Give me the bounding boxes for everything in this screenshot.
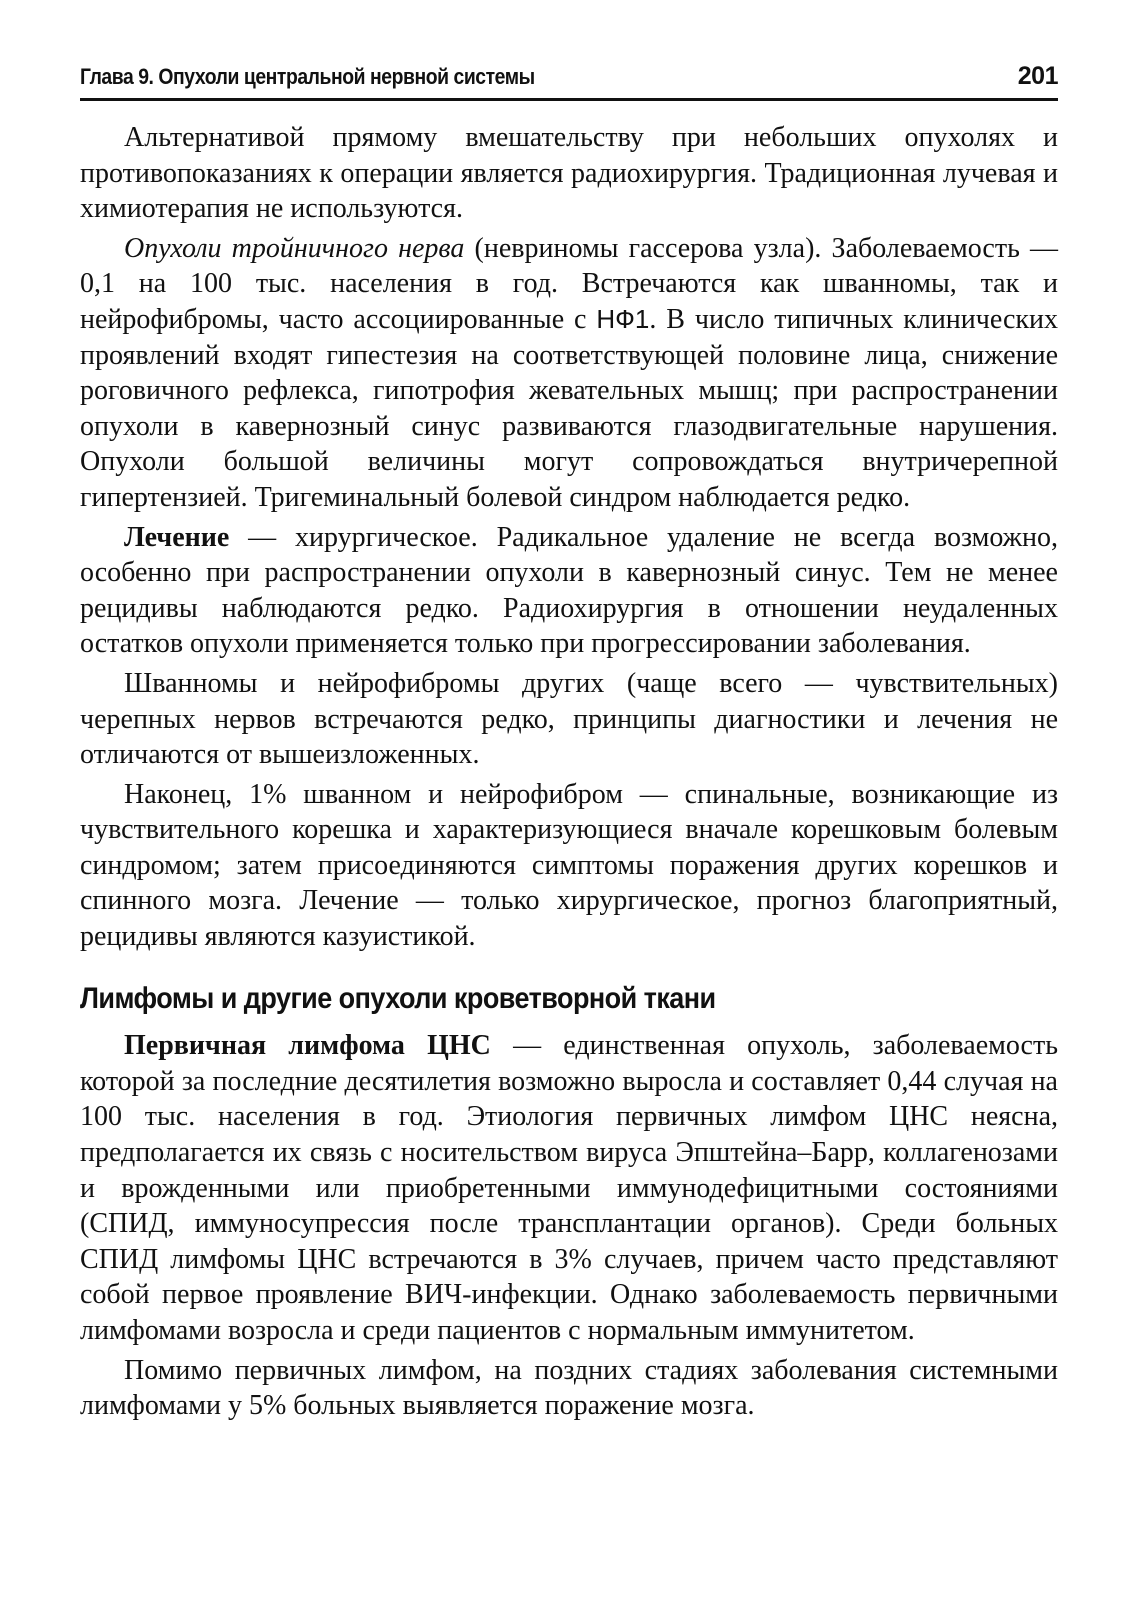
- nf1-abbreviation: НФ1: [596, 303, 650, 334]
- paragraph-text: Наконец, 1% шванном и нейрофибром — спинальные, возникающие из чувствительного корешка и характеризующиеся вначале корешковым болевым синдромом; затем присоединяются симптомы поражения других корешков и спинного мозга. Лечение — только хирургическое, прогноз благоприятный, рецидивы являются казуистикой.: [80, 778, 1058, 953]
- paragraph-treatment: [80, 520, 1058, 662]
- paragraph-text: Помимо первичных лимфом, на поздних стадиях заболевания системными лимфомами у 5% больных выявляется поражение мозга.: [80, 1354, 1058, 1422]
- paragraph-primary-lymphoma: [80, 1028, 1058, 1348]
- paragraph-systemic-lymphoma: [80, 1353, 1058, 1424]
- paragraph-text: — хирургическое. Радикальное удаление не всегда возможно, особенно при распространении опухоли в кавернозный синус. Тем не менее рецидивы наблюдаются редко. Радиохирургия в отношении неудаленных остатков опухоли применяется только при прогрессировании заболевания.: [80, 521, 1058, 660]
- paragraph-radiosurgery: [80, 120, 1058, 227]
- paragraph-spinal-schwannomas: [80, 777, 1058, 955]
- paragraph-text: Альтернативой прямому вмешательству при небольших опухолях и противопоказаниях к операции является радиохирургия. Традиционная лучевая и химиотерапия не используются.: [80, 122, 1058, 225]
- paragraph-text: (невриномы гассерова узла). Заболеваемость — 0,1 на 100 тыс. населения в год. Встречаются как шванномы, так и нейрофибромы, часто ассоциированные с: [80, 232, 1058, 335]
- chapter-title: Глава 9. Опухоли центральной нервной системы: [80, 64, 535, 89]
- treatment-term: Лечение: [124, 521, 230, 553]
- paragraph-trigeminal-tumors: [80, 231, 1058, 516]
- primary-lymphoma-term: Первичная лимфома ЦНС: [124, 1030, 491, 1062]
- running-header: [80, 58, 1058, 101]
- paragraph-text: — единственная опухоль, заболеваемость которой за последние десятилетия возможно выросла и составляет 0,44 случая на 100 тыс. населения в год. Этиология первичных лимфом ЦНС неясна, предполагается их связь с носительством вируса Эпштейна–Барр, коллагенозами и врожденными или приобретенными иммунодефицитными состояниями (СПИД, иммуносупрессия после трансплантации органов). Среди больных СПИД лимфомы ЦНС встречаются в 3% случаев, причем часто представляют собой первое проявление ВИЧ-инфекции. Однако заболеваемость первичными лимфомами возросла и среди пациентов с нормальным иммунитетом.: [80, 1030, 1058, 1346]
- paragraph-other-schwannomas: [80, 666, 1058, 773]
- section-heading: Лимфомы и другие опухоли кроветворной ткани: [80, 981, 716, 1015]
- page-number: 201: [1017, 62, 1058, 90]
- paragraph-text: . В число типичных клинических проявлений входят гипестезия на соответствующей половине лица, снижение роговичного рефлекса, гипотрофия жевательных мышц; при распространении опухоли в кавернозный синус развиваются глазодвигательные нарушения. Опухоли большой величины могут сопровождаться внутричерепной гипертензией. Тригеминальный болевой синдром наблюдается редко.: [80, 303, 1058, 513]
- body-text: [80, 120, 1058, 1424]
- trigeminal-tumors-term: Опухоли тройничного нерва: [124, 232, 465, 264]
- paragraph-text: Шванномы и нейрофибромы других (чаще всего — чувствительных) черепных нервов встречаются редко, принципы диагностики и лечения не отличаются от вышеизложенных.: [80, 667, 1058, 771]
